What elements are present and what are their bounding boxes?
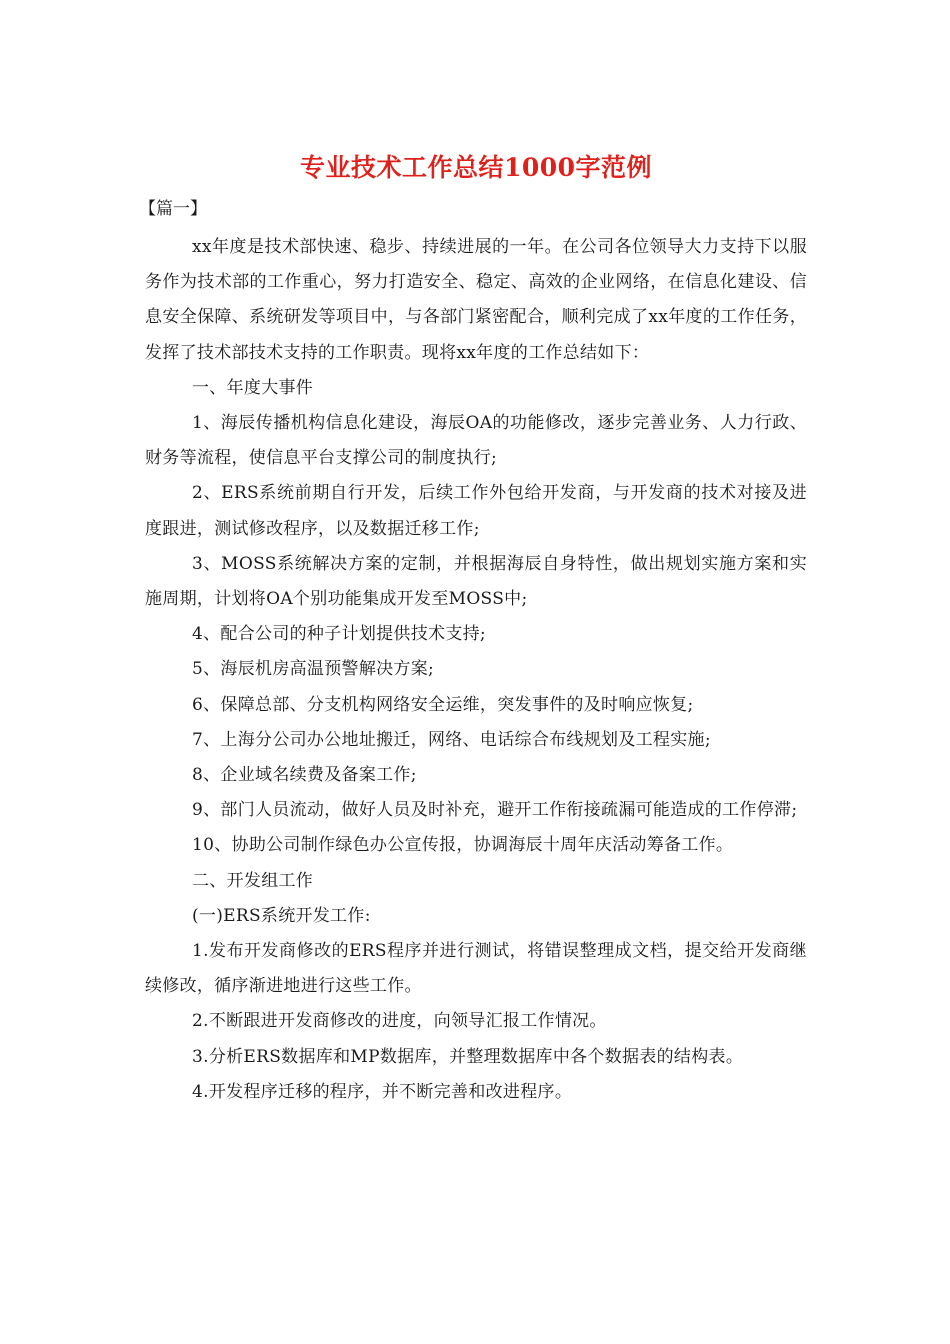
document-page — [139, 150, 807, 1110]
paragraph-item: 3.分析ERS数据库和MP数据库，并整理数据库中各个数据表的结构表。 — [192, 1046, 744, 1067]
paragraph-item: 8、企业域名续费及备案工作; — [192, 765, 417, 786]
document-title: 专业技术工作总结1000字范例 — [299, 153, 653, 182]
paragraph-item: 2.不断跟进开发商修改的进度，向领导汇报工作情况。 — [192, 1011, 607, 1032]
paragraph-intro: xx年度是技术部快速、稳步、持续进展的一年。在公司各位领导大力支持下以服务作为技术部的工作重心，努力打造安全、稳定、高效的企业网络，在信息化建设、信息安全保障、系统研发等项目中，与各部门紧密配合，顺利完成了xx年度的工作任务，发挥了技术部技术支持的工作职责。现将xx年度的工作总结如下： — [145, 237, 807, 363]
paragraph-item: 3、MOSS系统解决方案的定制，并根据海辰自身特性，做出规划实施方案和实施周期，计划将OA个别功能集成开发至MOSS中; — [145, 553, 807, 610]
heading-dev-group: 二、开发组工作 — [192, 870, 314, 891]
paragraph-item: 6、保障总部、分支机构网络安全运维，突发事件的及时响应恢复; — [192, 694, 694, 715]
paragraph-item: 4、配合公司的种子计划提供技术支持; — [192, 624, 486, 645]
paragraph-item: 2、ERS系统前期自行开发，后续工作外包给开发商，与开发商的技术对接及进度跟进，测试修改程序，以及数据迁移工作; — [145, 483, 807, 539]
heading-annual-events: 一、年度大事件 — [192, 377, 314, 398]
paragraph-item: 10、协助公司制作绿色办公宣传报，协调海辰十周年庆活动筹备工作。 — [192, 835, 734, 856]
paragraph-item: 4.开发程序迁移的程序，并不断完善和改进程序。 — [192, 1081, 573, 1102]
paragraph-item: 1.发布开发商修改的ERS程序并进行测试，将错误整理成文档，提交给开发商继续修改，循序渐进地进行这些工作。 — [145, 941, 807, 997]
paragraph-item: 9、部门人员流动，做好人员及时补充，避开工作衔接疏漏可能造成的工作停滞; — [192, 800, 798, 821]
paragraph-item: 1、海辰传播机构信息化建设，海辰OA的功能修改，逐步完善业务、人力行政、财务等流程，使信息平台支撑公司的制度执行; — [145, 413, 807, 469]
section-tag: 【篇一】 — [139, 199, 207, 219]
paragraph-item: 5、海辰机房高温预警解决方案; — [192, 659, 435, 680]
subheading-ers: (一)ERS系统开发工作: — [192, 905, 371, 926]
paragraph-item: 7、上海分公司办公地址搬迁，网络、电话综合布线规划及工程实施; — [192, 729, 711, 750]
